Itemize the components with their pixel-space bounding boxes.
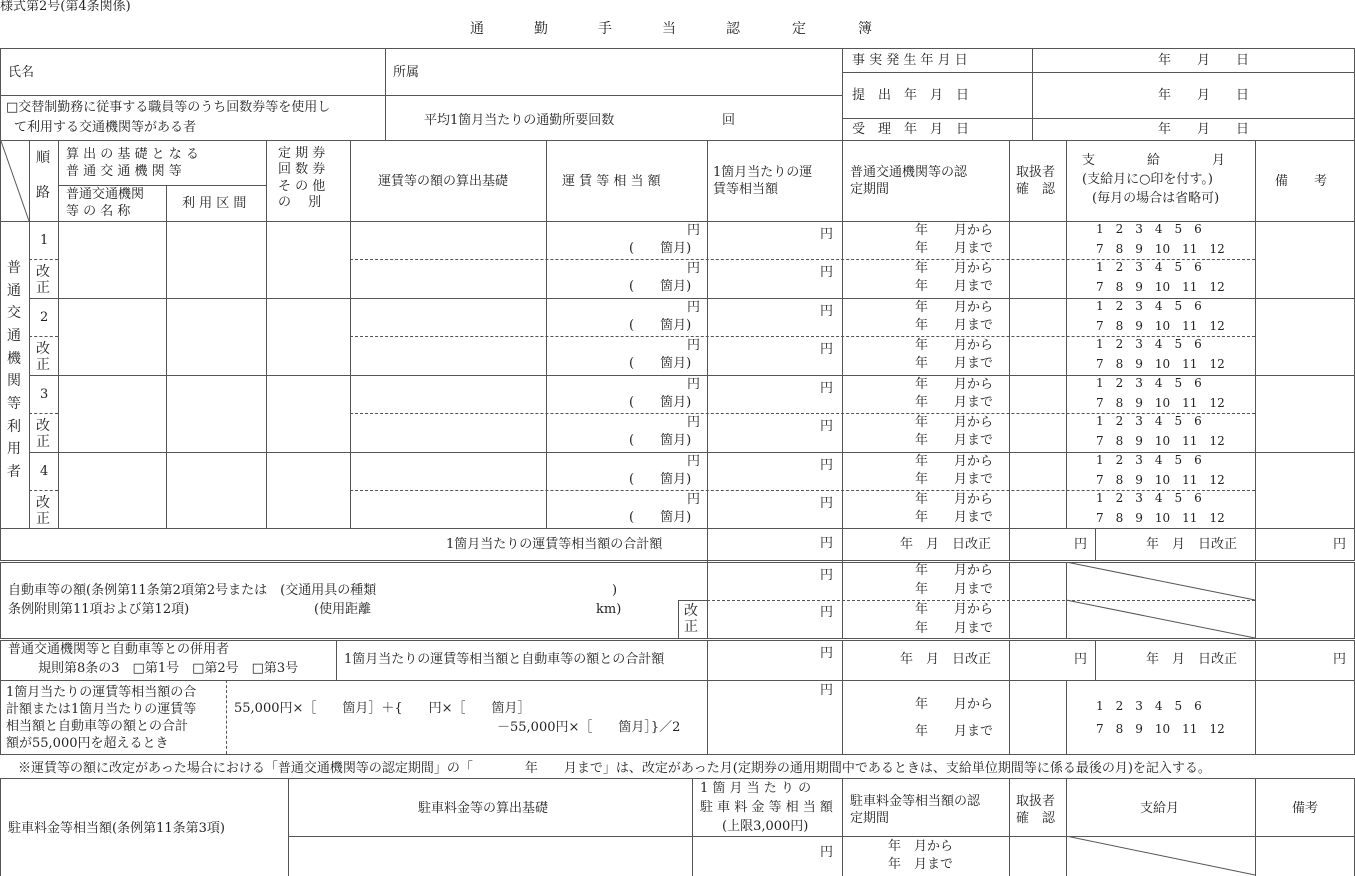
pay-months-1[interactable]: 1 2 3 4 5 6: [1096, 376, 1202, 390]
border: [842, 72, 1355, 73]
col-monthly-2: 賃等相当額: [713, 182, 779, 197]
col-section: 利 用 区 間: [182, 196, 247, 211]
border: [0, 778, 1, 876]
fare-months-revised: ( 箇月): [629, 279, 692, 294]
parking-period-header-1: 駐車料金等相当額の認: [850, 794, 981, 809]
monthly-yen-revised: 円: [820, 265, 834, 280]
border: [1009, 528, 1010, 561]
pay-months-2-revised[interactable]: 7 8 9 10 11 12: [1096, 357, 1225, 371]
border: [1066, 140, 1067, 528]
pay-months-1-revised[interactable]: 1 2 3 4 5 6: [1096, 414, 1202, 428]
border: [1255, 140, 1256, 528]
col-org-1: 普通交通機関: [66, 187, 145, 202]
col-handler-2: 確 認: [1016, 182, 1056, 197]
revised-label-1: 改: [36, 341, 50, 357]
border: [0, 562, 1, 638]
border: [1032, 48, 1033, 140]
col-fare-basis: 運賃等の額の算出基礎: [378, 174, 509, 189]
period-from-revised: 年 月から: [915, 415, 994, 430]
fare-yen: 円: [687, 300, 701, 315]
parking-equiv-header-2: 駐 車 料 金 等 相 当 額: [700, 800, 833, 815]
receipt-date-field[interactable]: 年 月 日: [1158, 122, 1250, 137]
parking-remarks-header: 備考: [1292, 801, 1319, 816]
border: [842, 118, 1355, 119]
period-to-revised: 年 月まで: [915, 279, 994, 294]
combined-yen: 円: [820, 646, 834, 661]
row-border: [29, 336, 58, 337]
border: [0, 778, 1355, 779]
border: [0, 48, 1, 528]
border: [546, 140, 547, 528]
border: [0, 754, 1355, 755]
border: [842, 680, 843, 754]
title-char: 簿: [858, 21, 872, 37]
over-formula-2: －55,000円×［ 箇月］}／2: [497, 720, 681, 735]
border: [1095, 528, 1096, 561]
border: [266, 140, 267, 528]
title-char: 勤: [534, 21, 548, 37]
border: [0, 640, 1, 680]
route-number: 3: [40, 387, 49, 402]
fare-yen-revised: 円: [687, 415, 701, 430]
col-pass-1: 定 期 券: [278, 146, 326, 161]
car-revised-yen: 円: [820, 605, 834, 620]
monthly-yen: 円: [820, 304, 834, 319]
col-pass-3: そ の 他: [278, 179, 326, 194]
border: [842, 140, 843, 638]
border: [1009, 680, 1010, 754]
combined-revised-yen-2: 円: [1333, 652, 1347, 667]
border: [0, 638, 1355, 641]
border: [1066, 680, 1067, 754]
combined-revised-date-2: 年 月 日改正: [1146, 652, 1238, 667]
period-to-revised: 年 月まで: [915, 433, 994, 448]
revision-note: ※運賃等の額に改定があった場合における「普通交通機関等の認定期間」の「 年 月まで」は、改定があった月(定期券の通用期間中であるときは、支給単位期間等に係る最後の月)を記入する。: [18, 761, 1211, 776]
over-from: 年 月から: [915, 697, 994, 712]
monthly-yen-revised: 円: [820, 342, 834, 357]
route-number: 2: [40, 310, 49, 325]
period-from: 年 月から: [915, 300, 994, 315]
border: [1009, 778, 1010, 876]
fare-yen: 円: [687, 377, 701, 392]
monthly-yen: 円: [820, 381, 834, 396]
revised-label-2: 正: [36, 280, 50, 296]
over-label-2: 計額または1箇月当たりの運賃等: [6, 702, 197, 717]
monthly-yen: 円: [820, 227, 834, 242]
period-from-revised: 年 月から: [915, 261, 994, 276]
parking-period-header-2: 定期間: [850, 811, 890, 826]
pay-months-1[interactable]: 1 2 3 4 5 6: [1096, 222, 1202, 236]
border: [842, 640, 843, 680]
parking-pay-header: 支給月: [1140, 801, 1180, 816]
col-remarks: 備 考: [1275, 174, 1328, 189]
total-revised-date-2: 年 月 日改正: [1146, 537, 1238, 552]
pay-months-2[interactable]: 7 8 9 10 11 12: [1096, 473, 1225, 487]
revised-label-2: 正: [36, 511, 50, 527]
pay-months-2[interactable]: 7 8 9 10 11 12: [1096, 242, 1225, 256]
form-number: 様式第2号(第4条関係): [0, 0, 131, 14]
pay-months-1-revised[interactable]: 1 2 3 4 5 6: [1096, 491, 1202, 505]
pay-months-1-revised[interactable]: 1 2 3 4 5 6: [1096, 260, 1202, 274]
row-border: [29, 490, 58, 491]
combined-total-label: 1箇月当たりの運賃等相当額と自動車等の額との合計額: [344, 652, 665, 667]
total-fare-label: 1箇月当たりの運賃等相当額の合計額: [446, 537, 663, 552]
col-order-2: 路: [36, 185, 50, 201]
border: [692, 778, 693, 876]
border: [350, 140, 351, 528]
avg-commute-unit: 回: [722, 113, 736, 128]
fare-yen-revised: 円: [687, 492, 701, 507]
parking-basis-header: 駐車料金等の算出基礎: [418, 801, 549, 816]
col-handler-1: 取扱者: [1016, 165, 1056, 180]
car-revised-1: 改: [684, 603, 698, 619]
fare-months: ( 箇月): [629, 318, 692, 333]
border: [336, 640, 337, 680]
period-from: 年 月から: [915, 454, 994, 469]
over-formula-1: 55,000円×［ 箇月］＋{ 円×［ 箇月］: [234, 701, 531, 716]
col-org-2: 等 の 名 称: [66, 204, 131, 219]
fare-months: ( 箇月): [629, 395, 692, 410]
border: [678, 600, 707, 601]
car-amount-label: 自動車等の額(条例第11条第2項第2号または (交通用具の種類: [8, 583, 377, 598]
border: [58, 185, 266, 186]
pay-months-2-revised[interactable]: 7 8 9 10 11 12: [1096, 434, 1225, 448]
submission-date-label: 提 出 年 月 日: [852, 88, 970, 103]
col-pay-month-1: 支 給 月: [1082, 153, 1226, 168]
border: [678, 600, 679, 638]
route-number: 1: [40, 233, 49, 248]
border: [0, 680, 1355, 681]
border: [707, 640, 708, 680]
border: [842, 48, 843, 140]
parking-equiv-header-1: 1 箇 月 当 た り の: [700, 781, 812, 796]
border: [0, 95, 842, 96]
border: [166, 185, 167, 528]
parking-handler-header-1: 取扱者: [1016, 794, 1056, 809]
fare-months: ( 箇月): [629, 241, 692, 256]
col-period-2: 定期間: [850, 182, 890, 197]
pay-months-2-revised[interactable]: 7 8 9 10 11 12: [1096, 280, 1225, 294]
car-yen: 円: [820, 568, 834, 583]
col-pay-month-2: (支給月に○印を付す。): [1082, 172, 1213, 187]
car-distance-label: (使用距離: [314, 602, 372, 617]
revised-label-1: 改: [36, 495, 50, 511]
border: [0, 140, 1355, 141]
over-label-3: 相当額と自動車等の額との合計: [6, 719, 189, 734]
border: [1255, 640, 1256, 680]
revised-label-1: 改: [36, 418, 50, 434]
shift-worker-checkbox[interactable]: □交替制勤務に従事する職員等のうち回数券等を使用し: [6, 100, 331, 115]
fare-months-revised: ( 箇月): [629, 433, 692, 448]
pay-months-1-revised[interactable]: 1 2 3 4 5 6: [1096, 337, 1202, 351]
period-to-revised: 年 月まで: [915, 510, 994, 525]
revised-label-2: 正: [36, 434, 50, 450]
total-revised-date: 年 月 日改正: [900, 537, 992, 552]
car-amount-label-2: 条例附則第11項および第12項): [8, 602, 190, 617]
border: [58, 140, 59, 528]
combined-rule-checkboxes[interactable]: 規則第8条の3 □第1号 □第2号 □第3号: [38, 661, 299, 676]
period-to: 年 月まで: [915, 395, 994, 410]
period-from: 年 月から: [915, 377, 994, 392]
period-to: 年 月まで: [915, 318, 994, 333]
border: [707, 680, 708, 754]
border: [1009, 640, 1010, 680]
submission-date-field[interactable]: 年 月 日: [1158, 88, 1250, 103]
pay-months-2[interactable]: 7 8 9 10 11 12: [1096, 319, 1225, 333]
combined-user-label: 普通交通機関等と自動車等との併用者: [8, 642, 230, 657]
title-char: 手: [598, 21, 612, 37]
car-amount-paren: ): [612, 583, 618, 598]
border: [1255, 528, 1256, 561]
title-char: 認: [726, 21, 740, 37]
fare-months: ( 箇月): [629, 472, 692, 487]
over-label-4: 額が55,000円を超えるとき: [6, 736, 169, 751]
car-from: 年 月から: [915, 563, 994, 578]
col-pay-month-3: (毎月の場合は省略可): [1092, 191, 1220, 206]
car-revised-2: 正: [684, 619, 698, 635]
combined-revised-date: 年 月 日改正: [900, 652, 992, 667]
fare-yen: 円: [687, 454, 701, 469]
monthly-yen: 円: [820, 458, 834, 473]
fare-months-revised: ( 箇月): [629, 356, 692, 371]
parking-equiv-header-3: (上限3,000円): [722, 819, 809, 834]
border: [0, 528, 1, 561]
corner-diagonal: [0, 140, 30, 222]
title-char: 定: [792, 21, 806, 37]
title-char: 通: [470, 21, 484, 37]
col-basis-1: 算 出 の 基 礎 と な る: [66, 147, 199, 162]
col-fare-equiv: 運 賃 等 相 当 額: [562, 174, 661, 189]
period-to: 年 月まで: [915, 241, 994, 256]
pay-months-2[interactable]: 7 8 9 10 11 12: [1096, 396, 1225, 410]
parking-yen: 円: [820, 845, 834, 860]
parking-to: 年 月まで: [888, 857, 954, 872]
border: [385, 48, 386, 140]
revised-label-1: 改: [36, 264, 50, 280]
pay-months-1[interactable]: 1 2 3 4 5 6: [1096, 299, 1202, 313]
total-revised-yen: 円: [1074, 537, 1088, 552]
over-label-1: 1箇月当たりの運賃等相当額の合: [6, 685, 197, 700]
avg-commute-label: 平均1箇月当たりの通勤所要回数: [424, 113, 615, 128]
period-from-revised: 年 月から: [915, 492, 994, 507]
fare-months-revised: ( 箇月): [629, 510, 692, 525]
car-revised-to: 年 月まで: [915, 621, 994, 636]
border: [0, 680, 1, 754]
combined-revised-yen: 円: [1074, 652, 1088, 667]
occurrence-date-field[interactable]: 年 月 日: [1158, 53, 1250, 68]
col-pass-4: の 別: [278, 195, 322, 210]
car-revised-from: 年 月から: [915, 602, 994, 617]
fare-yen-revised: 円: [687, 338, 701, 353]
pay-months-2-revised[interactable]: 7 8 9 10 11 12: [1096, 511, 1225, 525]
parking-handler-header-2: 確 認: [1016, 811, 1056, 826]
parking-from: 年 月から: [888, 839, 954, 854]
col-period-1: 普通交通機関等の認: [850, 165, 968, 180]
row-border: [29, 259, 58, 260]
fare-yen: 円: [687, 223, 701, 238]
parking-label: 駐車料金等相当額(条例第11条第3項): [8, 821, 225, 836]
border: [0, 48, 1355, 49]
shift-worker-label: て利用する交通機関等がある者: [14, 120, 197, 135]
parking-diagonal: [1066, 836, 1256, 876]
monthly-yen-revised: 円: [820, 419, 834, 434]
period-from: 年 月から: [915, 223, 994, 238]
row-border: [29, 413, 58, 414]
over-months-2[interactable]: 7 8 9 10 11 12: [1096, 722, 1225, 736]
over-months-1[interactable]: 1 2 3 4 5 6: [1096, 699, 1202, 713]
car-distance-unit: km): [596, 602, 622, 617]
occurrence-date-label: 事 実 発 生 年 月 日: [852, 53, 968, 68]
period-to-revised: 年 月まで: [915, 356, 994, 371]
name-label: 氏名: [8, 65, 35, 80]
over-yen: 円: [820, 683, 834, 698]
border: [1095, 640, 1096, 680]
border: [0, 528, 1355, 529]
fare-yen-revised: 円: [687, 261, 701, 276]
revised-label-2: 正: [36, 357, 50, 373]
total-revised-yen-2: 円: [1333, 537, 1347, 552]
col-pass-2: 回 数 券: [278, 162, 326, 177]
border: [1255, 680, 1256, 754]
side-label-public-transport: 普 通 交 通 機 関 等 利 用 者: [7, 260, 21, 481]
affiliation-label: 所属: [393, 65, 420, 80]
monthly-yen-revised: 円: [820, 496, 834, 511]
col-order-1: 順: [36, 150, 50, 166]
col-basis-2: 普 通 交 通 機 関 等: [66, 164, 182, 179]
border: [842, 778, 843, 876]
car-diagonal: [1066, 562, 1256, 639]
border: [1009, 140, 1010, 528]
title-char: 当: [662, 21, 676, 37]
route-number: 4: [40, 464, 49, 479]
pay-months-1[interactable]: 1 2 3 4 5 6: [1096, 453, 1202, 467]
border: [288, 778, 289, 876]
over-to: 年 月まで: [915, 724, 994, 739]
period-from-revised: 年 月から: [915, 338, 994, 353]
receipt-date-label: 受 理 年 月 日: [852, 122, 970, 137]
car-to: 年 月まで: [915, 582, 994, 597]
total-fare-yen: 円: [820, 536, 834, 551]
border: [707, 140, 708, 638]
period-to: 年 月まで: [915, 472, 994, 487]
border: [226, 680, 227, 754]
col-monthly-1: 1箇月当たりの運: [713, 165, 813, 180]
